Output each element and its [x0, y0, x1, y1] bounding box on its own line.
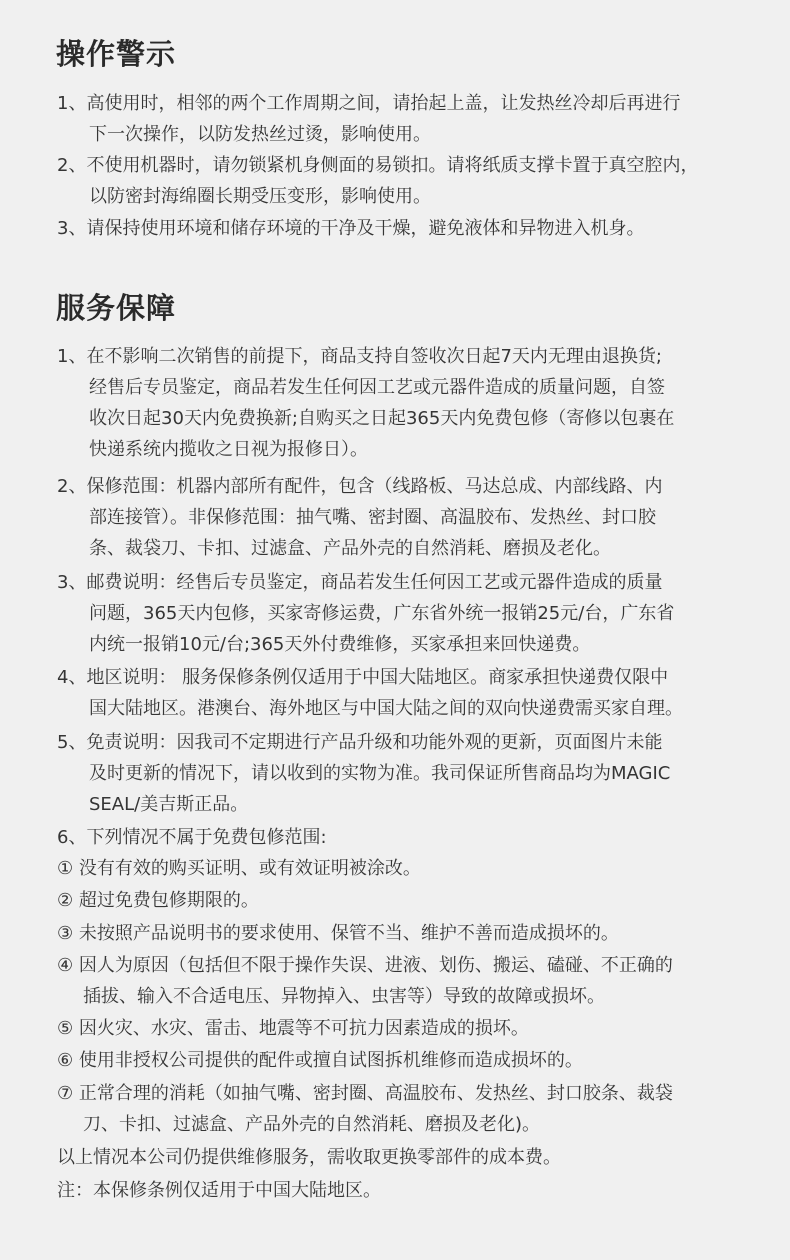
service-item-5-cont: 及时更新的情况下，请以收到的实物为准。我司保证所售商品均为MAGIC	[89, 763, 671, 784]
service-item-6: 6、下列情况不属于免费包修范围:	[57, 827, 327, 848]
operation-item-2: 2、不使用机器时，请勿锁紧机身侧面的易锁扣。请将纸质支撑卡置于真空腔内，	[57, 155, 699, 176]
operation-item-1-cont: 下一次操作，以防发热丝过烫，影响使用。	[89, 124, 431, 145]
service-guarantee-title: 服务保障	[56, 291, 177, 325]
exclusion-3: ③ 未按照产品说明书的要求使用、保管不当、维护不善而造成损坏的。	[57, 923, 619, 944]
exclusion-5: ⑤ 因火灾、水灾、雷击、地震等不可抗力因素造成的损坏。	[57, 1018, 529, 1039]
exclusion-4-cont: 插拔、输入不合适电压、异物掉入、虫害等）导致的故障或损坏。	[83, 986, 605, 1007]
region-note: 注：本保修条例仅适用于中国大陆地区。	[57, 1180, 381, 1201]
service-item-3-cont: 内统一报销10元/台;365天外付费维修，买家承担来回快递费。	[89, 634, 591, 655]
service-item-1: 1、在不影响二次销售的前提下，商品支持自签收次日起7天内无理由退换货;	[57, 346, 662, 367]
service-item-5: 5、免责说明：因我司不定期进行产品升级和功能外观的更新，页面图片未能	[57, 732, 663, 753]
operation-warning-title: 操作警示	[56, 37, 177, 71]
service-item-2: 2、保修范围：机器内部所有配件，包含（线路板、马达总成、内部线路、内	[57, 476, 663, 497]
service-item-5-cont: SEAL/美吉斯正品。	[89, 794, 249, 815]
exclusion-4: ④ 因人为原因（包括但不限于操作失误、进液、划伤、搬运、磕碰、不正确的	[57, 955, 673, 976]
exclusion-7: ⑦ 正常合理的消耗（如抽气嘴、密封圈、高温胶布、发热丝、封口胶条、裁袋	[57, 1083, 673, 1104]
service-item-4-cont: 国大陆地区。港澳台、海外地区与中国大陆之间的双向快递费需买家自理。	[89, 698, 683, 719]
service-item-2-cont: 部连接管）。非保修范围：抽气嘴、密封圈、高温胶布、发热丝、封口胶	[89, 507, 656, 528]
repair-service-note: 以上情况本公司仍提供维修服务，需收取更换零部件的成本费。	[57, 1147, 561, 1168]
service-item-3: 3、邮费说明：经售后专员鉴定，商品若发生任何因工艺或元器件造成的质量	[57, 572, 663, 593]
operation-item-2-cont: 以防密封海绵圈长期受压变形，影响使用。	[89, 186, 431, 207]
exclusion-2: ② 超过免费包修期限的。	[57, 890, 259, 911]
operation-item-3: 3、请保持使用环境和储存环境的干净及干燥，避免液体和异物进入机身。	[57, 218, 645, 239]
service-item-1-cont: 快递系统内揽收之日视为报修日）。	[89, 439, 368, 460]
operation-item-1: 1、高使用时，相邻的两个工作周期之间，请抬起上盖，让发热丝冷却后再进行	[57, 93, 681, 114]
service-item-1-cont: 经售后专员鉴定，商品若发生任何因工艺或元器件造成的质量问题，自签	[89, 377, 665, 398]
exclusion-7-cont: 刀、卡扣、过滤盒、产品外壳的自然消耗、磨损及老化)。	[83, 1114, 541, 1135]
service-item-1-cont: 收次日起30天内免费换新;自购买之日起365天内免费包修（寄修以包裹在	[89, 408, 675, 429]
service-item-4: 4、地区说明： 服务保修条例仅适用于中国大陆地区。商家承担快递费仅限中	[57, 667, 669, 688]
service-item-2-cont: 条、裁袋刀、卡扣、过滤盒、产品外壳的自然消耗、磨损及老化。	[89, 538, 611, 559]
service-item-3-cont: 问题，365天内包修，买家寄修运费，广东省外统一报销25元/台，广东省	[89, 603, 675, 624]
exclusion-6: ⑥ 使用非授权公司提供的配件或擅自试图拆机维修而造成损坏的。	[57, 1050, 583, 1071]
exclusion-1: ① 没有有效的购买证明、或有效证明被涂改。	[57, 858, 421, 879]
